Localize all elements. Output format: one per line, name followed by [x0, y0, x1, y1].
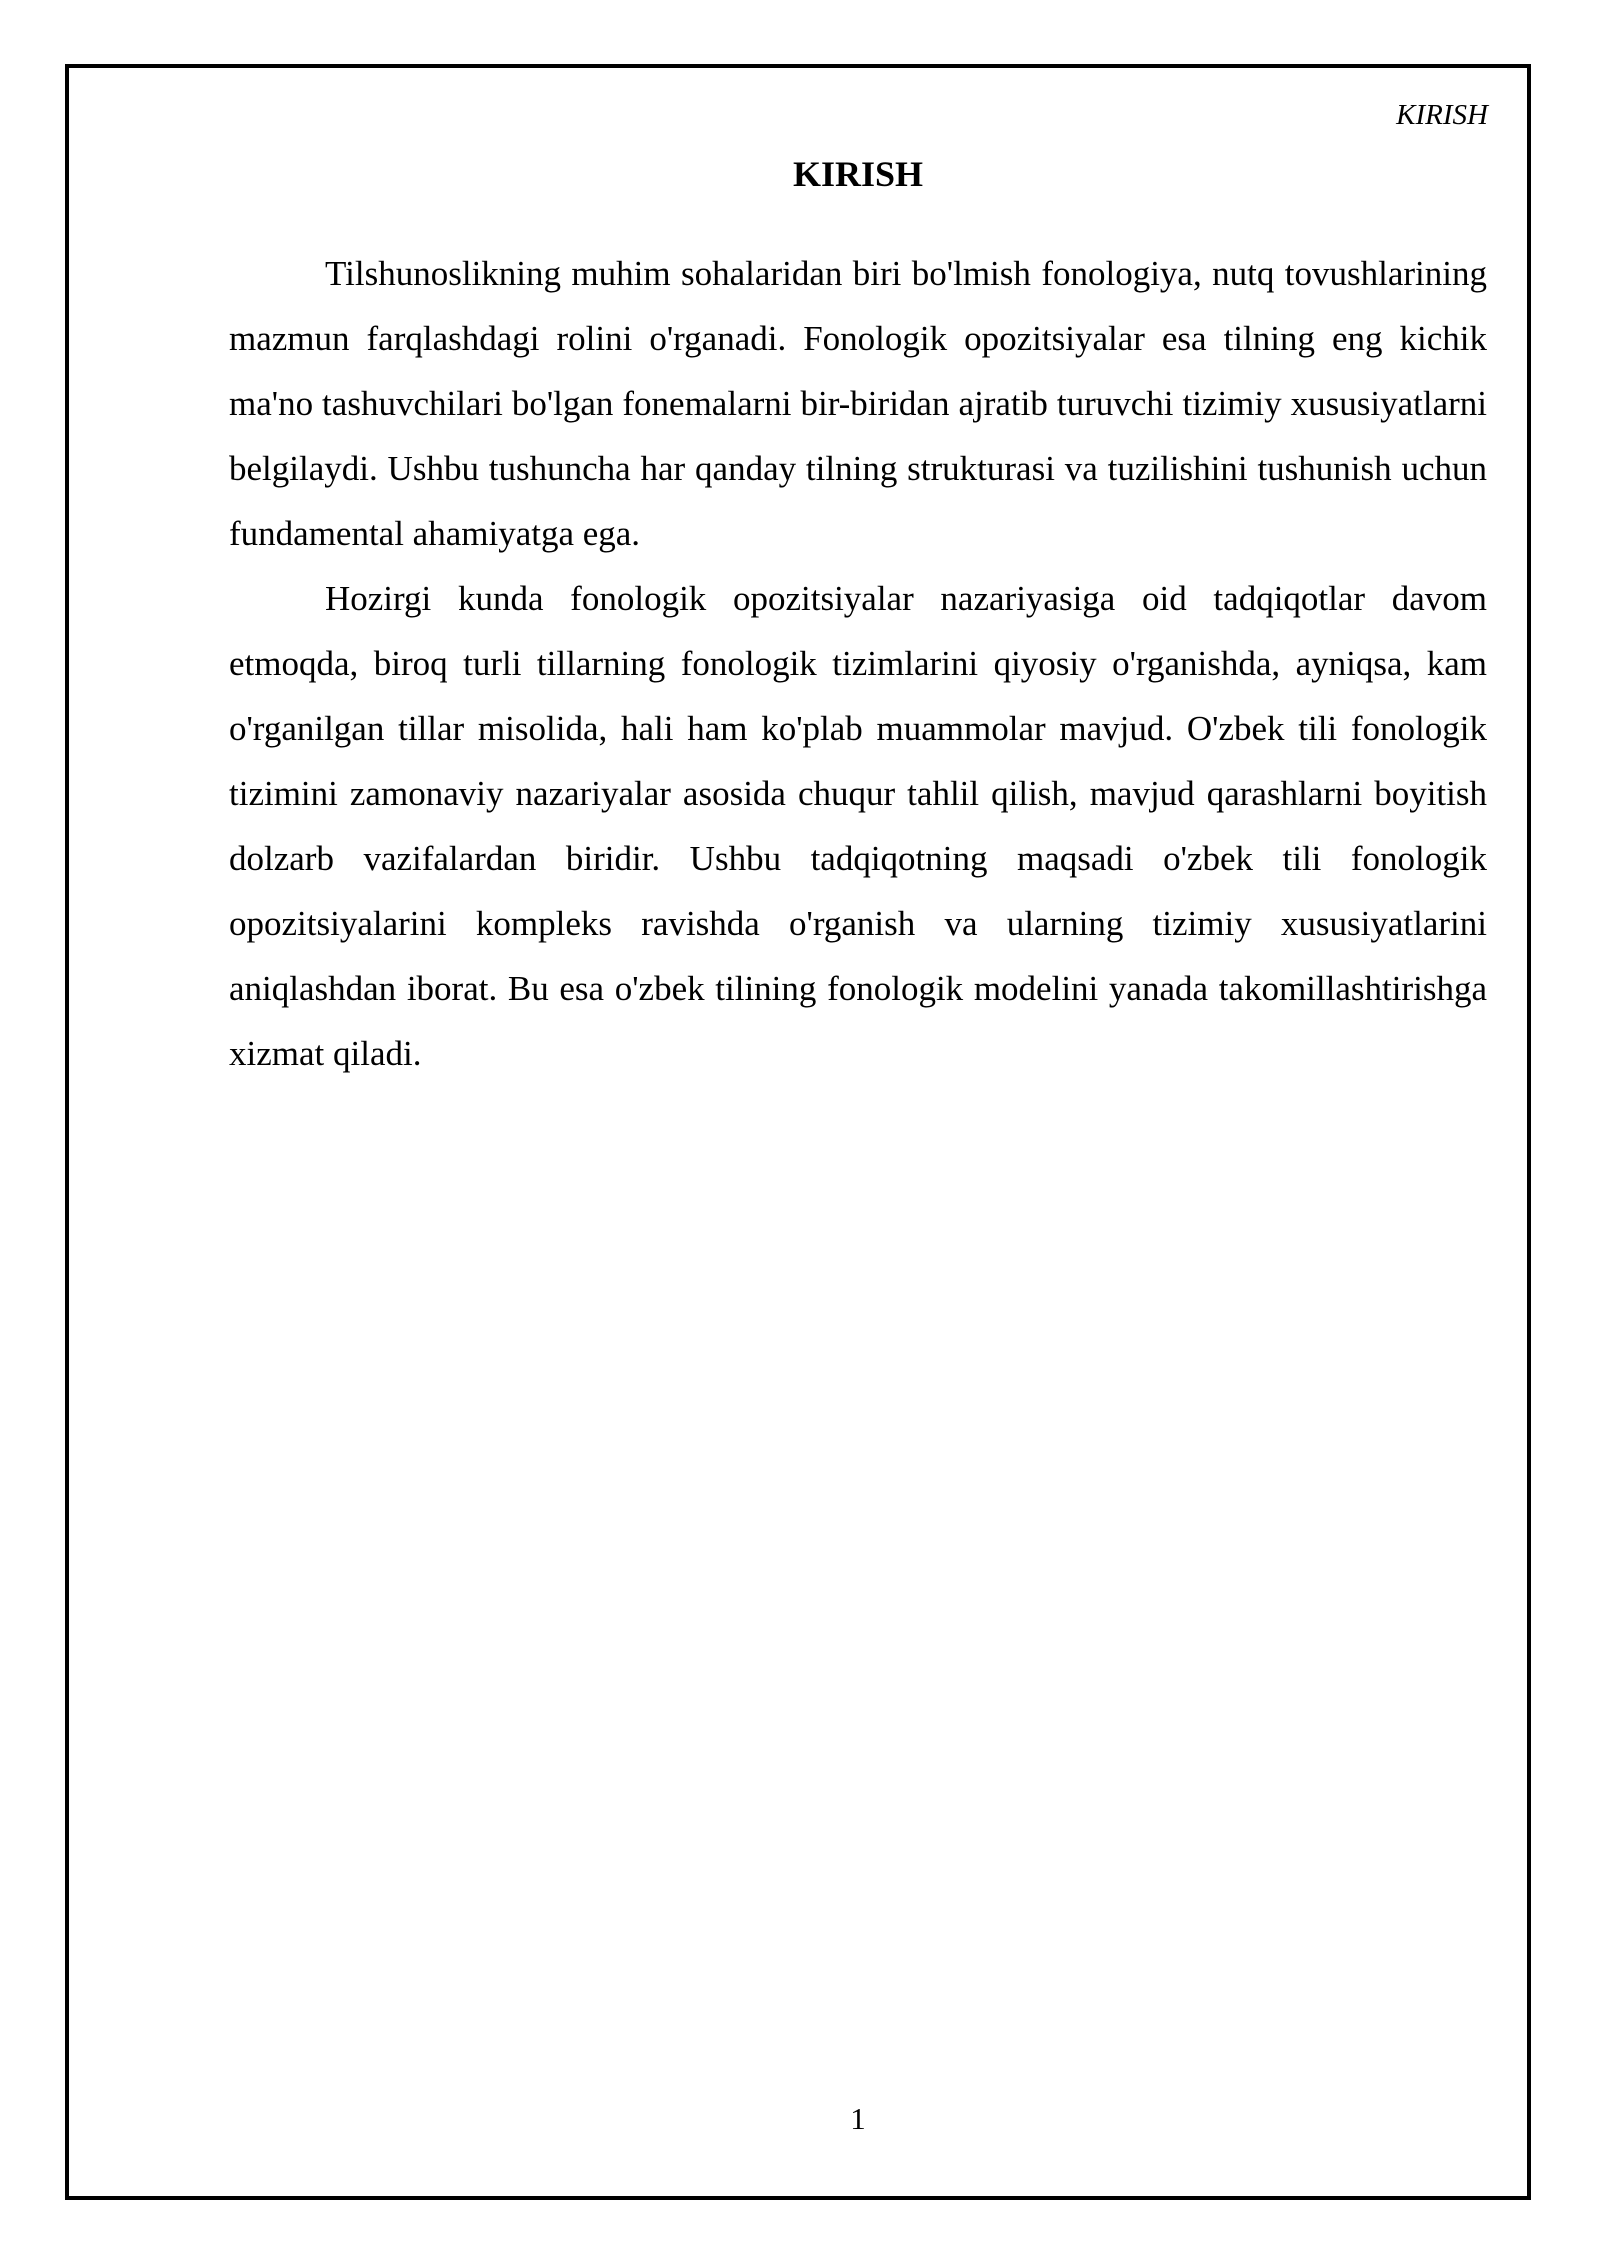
paragraph: Tilshunoslikning muhim sohalaridan biri bo'lmish fonologiya, nutq tovushlarining mazmun farqlashdagi rolini o'rganadi. Fonologik opozitsiyalar esa tilning eng kichik ma'no tashuvchilari bo'lgan fonemalarni bir-biridan ajratib turuvchi tizimiy xususiyatlarni belgilaydi. Ushbu tushuncha har qanday tilning strukturasi va tuzilishini tushunish uchun fundamental ahamiyatga ega. [229, 254, 1487, 553]
chapter-title: KIRISH [792, 154, 924, 194]
page-number: 1 [850, 2101, 866, 2136]
running-header: KIRISH [1396, 99, 1488, 131]
paragraph: Hozirgi kunda fonologik opozitsiyalar nazariyasiga oid tadqiqotlar davom etmoqda, biroq turli tillarning fonologik tizimlarini qiyosiy o'rganishda, ayniqsa, kam o'rganilgan tillar misolida, hali ham ko'plab muammolar mavjud. O'zbek tili fonologik tizimini zamonaviy nazariyalar asosida chuqur tahlil qilish, mavjud qarashlarni boyitish dolzarb vazifalardan biridir. Ushbu tadqiqotning maqsadi o'zbek tili fonologik opozitsiyalarini kompleks ravishda o'rganish va ularning tizimiy xususiyatlarini aniqlashdan iborat. Bu esa o'zbek tilining fonologik modelini yanada takomillashtirishga xizmat qiladi. [229, 579, 1487, 1073]
body-text [229, 241, 1487, 1086]
